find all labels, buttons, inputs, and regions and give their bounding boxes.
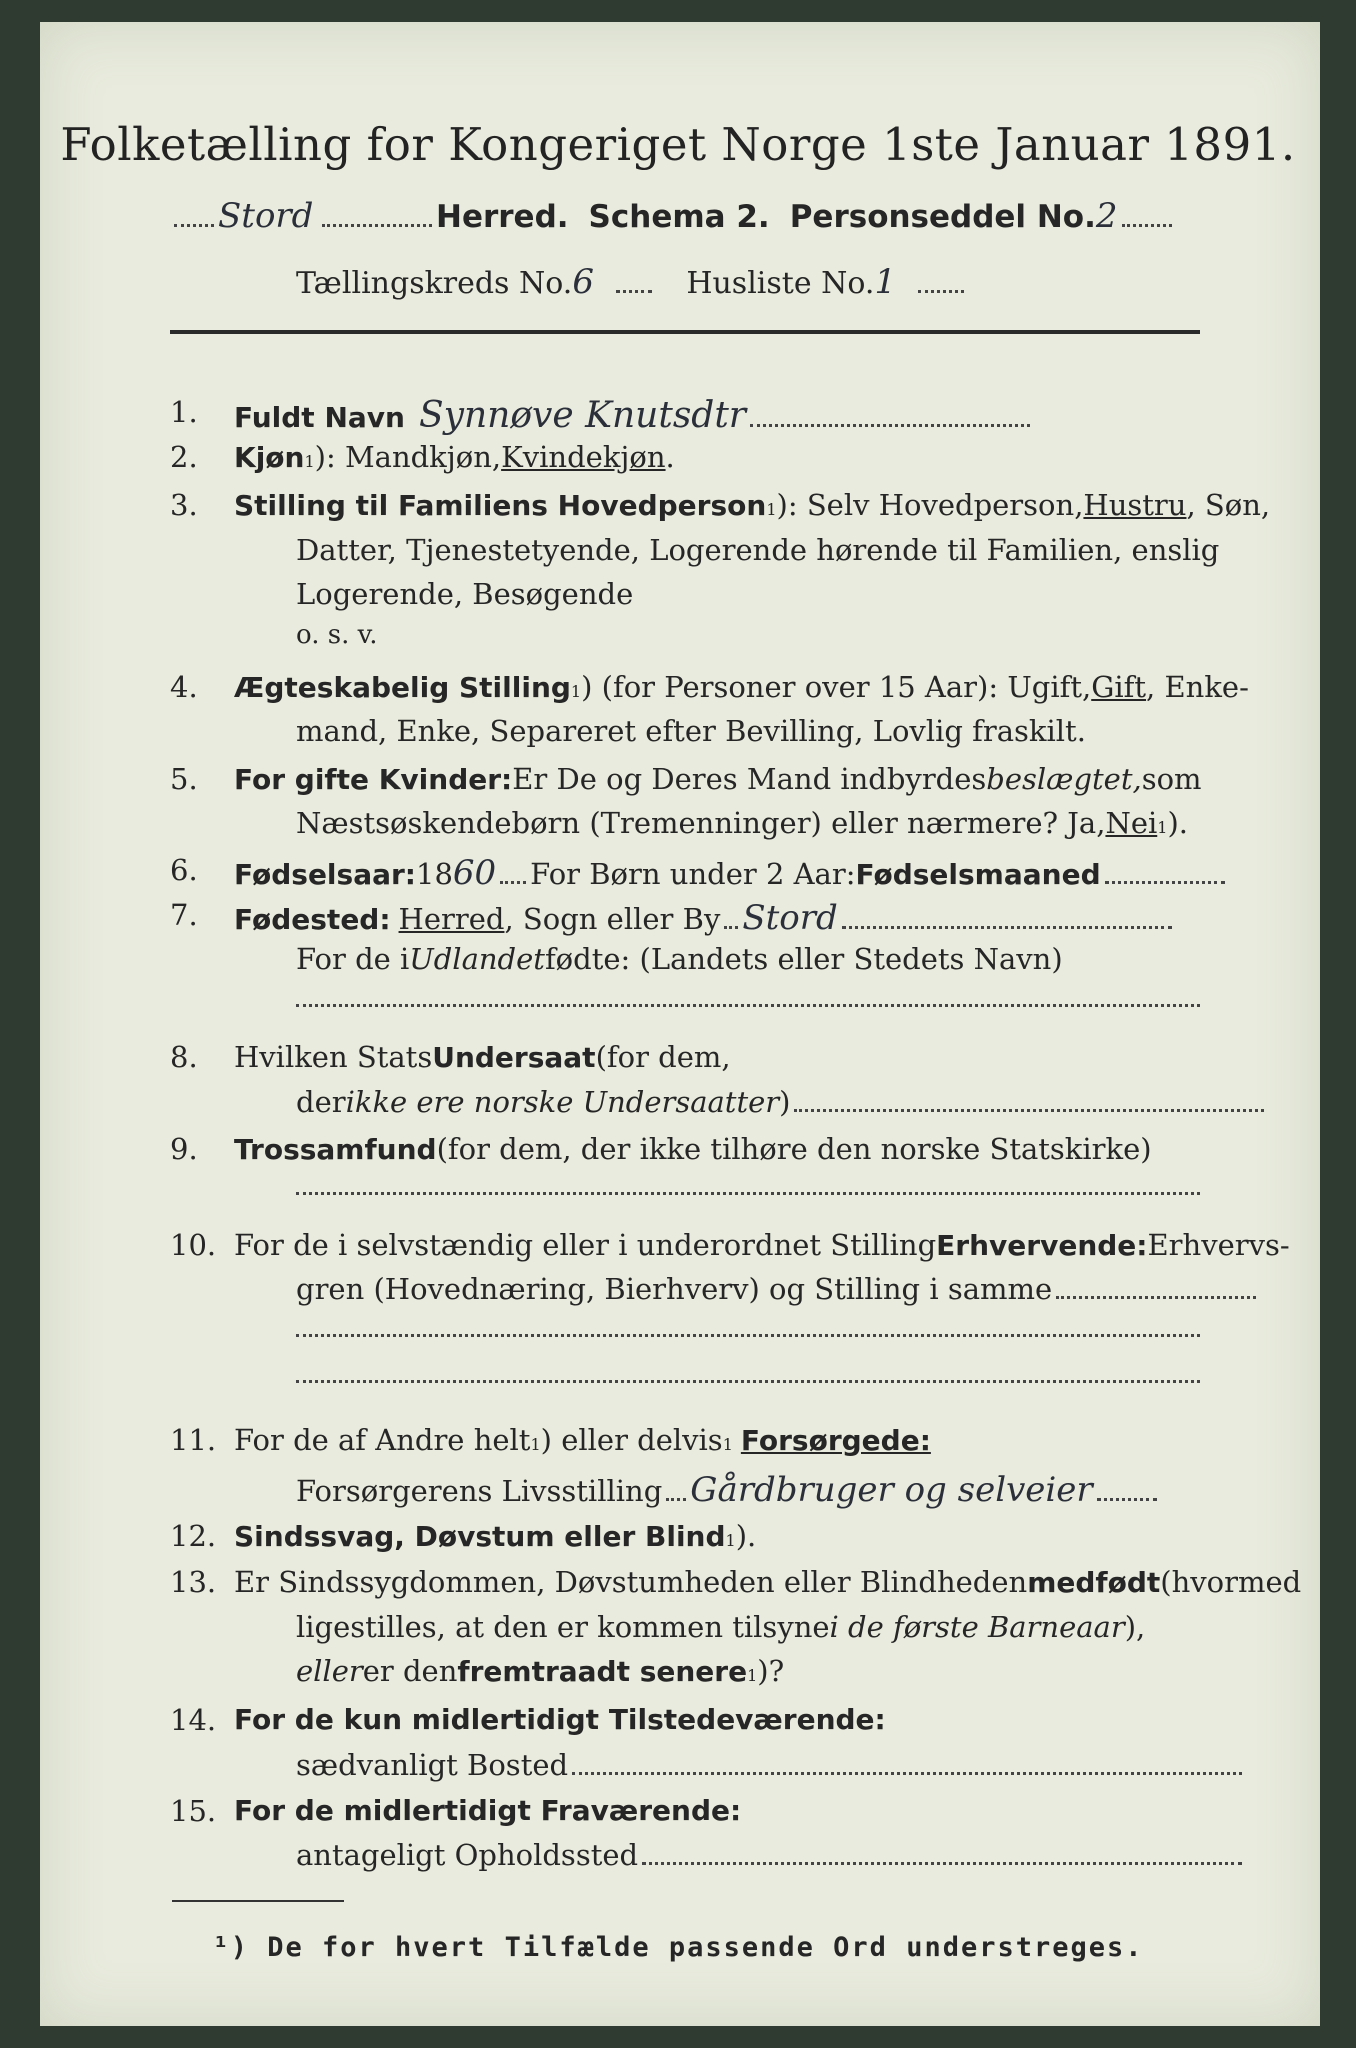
kreds-label: Tællingskreds No.	[296, 266, 573, 301]
footnote-ref: 1	[747, 1666, 758, 1685]
birthplace-abroad-italic: Udlandet	[409, 942, 545, 976]
item-number: 6.	[170, 853, 198, 887]
item-disability-onset	[234, 1565, 1301, 1599]
footnote-ref: 1	[570, 682, 582, 701]
dotted-line	[322, 224, 432, 227]
dotted-line	[296, 1192, 1200, 1195]
item-citizenship	[234, 1040, 731, 1074]
schema-label: Schema 2.	[588, 199, 770, 235]
occupation-line2	[296, 1272, 1260, 1306]
item-birthplace	[234, 898, 1176, 938]
punctuation: .	[665, 440, 675, 474]
disability-onset-line3	[296, 1654, 784, 1688]
item-married-women	[234, 762, 1202, 796]
disability-label: Sindssvag, Døvstum eller Blind	[234, 1520, 726, 1553]
family-position-line4: o. s. v.	[296, 620, 378, 650]
dotted-line	[174, 224, 214, 227]
punctuation: ),	[1124, 1610, 1146, 1644]
dotted-line	[750, 424, 1030, 427]
dotted-line	[842, 926, 1172, 929]
disability-later-label: fremtraadt senere	[457, 1655, 748, 1688]
personseddel-number: 2	[1095, 196, 1118, 236]
gender-label: Kjøn	[234, 441, 305, 474]
married-women-text: som	[1141, 762, 1202, 796]
dotted-line	[500, 881, 526, 884]
item-number: 7.	[170, 898, 198, 932]
married-women-label: For gifte Kvinder:	[234, 763, 513, 796]
item-number: 10.	[170, 1228, 217, 1262]
item-number: 11.	[170, 1423, 217, 1457]
item-number: 8.	[170, 1040, 198, 1074]
citizenship-label: Undersaat	[432, 1041, 596, 1074]
full-name-value: Synnøve Knutsdtr	[418, 395, 747, 436]
item-number: 5.	[170, 762, 198, 796]
citizenship-text: der	[296, 1085, 346, 1119]
dotted-line	[1097, 1498, 1157, 1501]
footnote-ref: 1	[722, 1435, 733, 1454]
footnote-ref: 1	[725, 1531, 736, 1550]
birth-year-text: For Børn under 2 Aar:	[530, 857, 856, 891]
married-women-text: Er De og Deres Mand indbyrdes	[512, 762, 987, 796]
marital-status-text: , Enke-	[1146, 670, 1249, 704]
footnote-ref: 1	[1157, 818, 1168, 837]
married-women-italic: beslægtet,	[986, 762, 1142, 796]
kreds-number: 6	[572, 262, 594, 302]
footnote-ref: 1	[766, 500, 777, 519]
temporary-absent-line2	[296, 1838, 1246, 1872]
form-title: Folketælling for Kongeriget Norge 1ste Januar 1891.	[60, 118, 1296, 171]
marital-status-line2: mand, Enke, Separeret efter Bevilling, Lovlig fraskilt.	[296, 714, 1086, 748]
item-number: 14.	[170, 1703, 217, 1737]
provider-occupation-label: Forsørgerens Livsstilling	[296, 1474, 663, 1508]
footnote-ref: 1	[530, 1435, 541, 1454]
dotted-line	[1122, 224, 1172, 227]
citizenship-italic: ikke ere norske Undersaatter	[345, 1085, 780, 1119]
item-number: 4.	[170, 670, 198, 704]
birth-year-prefix: 18	[416, 857, 453, 891]
temporary-present-line2	[296, 1748, 1246, 1782]
item-number: 9.	[170, 1132, 198, 1166]
header-kreds-row	[296, 262, 968, 302]
item-number: 15.	[170, 1794, 217, 1828]
footnote-rule	[172, 1900, 344, 1902]
birthplace-abroad-text: For de i	[296, 942, 410, 976]
religion-text: (for dem, der ikke tilhøre den norske Statskirke)	[436, 1132, 1152, 1166]
occupation-text: For de i selvstændig eller i underordnet Stilling	[234, 1228, 937, 1262]
punctuation: )?	[757, 1654, 785, 1688]
birthplace-line2	[296, 942, 1063, 976]
item-number: 3.	[170, 488, 198, 522]
dependents-text: ) eller delvis	[540, 1423, 723, 1457]
temporary-present-label: For de kun midlertidigt Tilstedeværende:	[234, 1703, 886, 1736]
marital-status-label: Ægteskabelig Stilling	[234, 671, 571, 704]
dotted-line	[1056, 1296, 1256, 1299]
provider-occupation-value: Gårdbruger og selveier	[690, 1470, 1093, 1510]
dotted-line	[296, 1004, 1200, 1007]
disability-onset-text: ligestilles, at den er kommen tilsyne	[296, 1610, 830, 1644]
married-women-selected: Nei	[1105, 806, 1158, 840]
family-position-text: , Søn,	[1186, 488, 1271, 522]
husliste-number: 1	[874, 262, 897, 302]
header-divider	[170, 330, 1200, 334]
item-dependents	[234, 1423, 931, 1457]
item-family-position	[234, 488, 1270, 522]
disability-onset-label: medfødt	[1027, 1566, 1161, 1599]
dependents-line2	[296, 1470, 1161, 1510]
birth-month-label: Fødselsmaaned	[855, 858, 1101, 891]
footnote-ref: 1	[304, 452, 315, 471]
disability-onset-italic: i de første Barneaar	[829, 1610, 1125, 1644]
disability-onset-italic: eller	[296, 1654, 363, 1688]
dotted-line	[724, 926, 738, 929]
item-number: 1.	[170, 395, 198, 429]
disability-onset-text: (hvormed	[1160, 1565, 1302, 1599]
header-herred-row	[170, 196, 1176, 236]
married-women-line2	[296, 806, 1188, 840]
birthplace-selected: Herred	[398, 902, 505, 936]
birthplace-label: Fødested:	[234, 903, 391, 936]
family-position-label: Stilling til Familiens Hovedperson	[234, 489, 767, 522]
item-full-name	[234, 395, 1034, 436]
dotted-line	[794, 1109, 1264, 1112]
item-number: 13.	[170, 1565, 217, 1599]
usual-residence-label: sædvanligt Bosted	[296, 1748, 569, 1782]
married-women-question: Næstsøskendebørn (Tremenninger) eller nærmere? Ja,	[296, 806, 1106, 840]
husliste-label: Husliste No.	[686, 266, 875, 301]
item-number: 12.	[170, 1519, 217, 1553]
family-position-text: ): Selv Hovedperson,	[776, 488, 1084, 522]
herred-value: Stord	[218, 196, 314, 236]
temporary-absent-label: For de midlertidigt Fraværende:	[234, 1794, 742, 1827]
occupation-label: Erhvervende:	[936, 1229, 1148, 1262]
dotted-line	[1105, 881, 1225, 884]
item-marital-status	[234, 670, 1249, 704]
punctuation: )	[779, 1085, 791, 1119]
dotted-line	[296, 1334, 1200, 1337]
dotted-line	[296, 1380, 1200, 1383]
dependents-text: For de af Andre helt	[234, 1423, 531, 1457]
family-position-line2: Datter, Tjenestetyende, Logerende hørende til Familien, enslig	[296, 533, 1220, 567]
punctuation: ).	[735, 1519, 757, 1553]
item-disability	[234, 1519, 756, 1553]
item-religion	[234, 1132, 1152, 1166]
herred-label: Herred.	[436, 199, 569, 235]
item-temporary-present	[234, 1703, 886, 1736]
family-position-selected: Hustru	[1083, 488, 1187, 522]
occupation-line2-text: gren (Hovednæring, Bierhverv) og Stilling i samme	[296, 1272, 1053, 1306]
item-gender	[234, 440, 675, 474]
birthplace-text: , Sogn eller By	[504, 902, 721, 936]
family-position-line3: Logerende, Besøgende	[296, 577, 634, 611]
marital-status-selected: Gift	[1091, 670, 1147, 704]
probable-residence-label: antageligt Opholdssted	[296, 1838, 639, 1872]
dotted-line	[642, 1862, 1242, 1865]
citizenship-text: (for dem,	[595, 1040, 731, 1074]
item-temporary-absent	[234, 1794, 741, 1827]
personseddel-label: Personseddel No.	[789, 199, 1096, 235]
disability-onset-text: er den	[362, 1654, 458, 1688]
footnote: ¹) De for hvert Tilfælde passende Ord understreges.	[212, 1932, 1144, 1963]
birthplace-value: Stord	[742, 898, 838, 938]
birth-year-label: Fødselsaar:	[234, 858, 416, 891]
dotted-line	[666, 1498, 686, 1501]
dotted-line	[572, 1772, 1242, 1775]
disability-onset-text: Er Sindssygdommen, Døvstumheden eller Blindheden	[234, 1565, 1028, 1599]
disability-onset-line2	[296, 1610, 1145, 1644]
gender-selected: Kvindekjøn	[501, 440, 666, 474]
item-number: 2.	[170, 440, 198, 474]
gender-options-text: ): Mandkjøn,	[314, 440, 502, 474]
marital-status-text: ) (for Personer over 15 Aar): Ugift,	[581, 670, 1092, 704]
full-name-label: Fuldt Navn	[234, 401, 405, 434]
occupation-text: Erhvervs-	[1147, 1228, 1290, 1262]
birth-year-value: 60	[452, 853, 497, 893]
dotted-line	[616, 290, 652, 293]
dotted-line	[918, 290, 964, 293]
dependents-label: Forsørgede:	[740, 1424, 931, 1457]
citizenship-text: Hvilken Stats	[234, 1040, 433, 1074]
item-occupation	[234, 1228, 1290, 1262]
religion-label: Trossamfund	[234, 1133, 437, 1166]
item-birth-year	[234, 853, 1229, 893]
punctuation: ).	[1167, 806, 1188, 840]
birthplace-abroad-text: fødte: (Landets eller Stedets Navn)	[544, 942, 1063, 976]
citizenship-line2	[296, 1085, 1268, 1119]
